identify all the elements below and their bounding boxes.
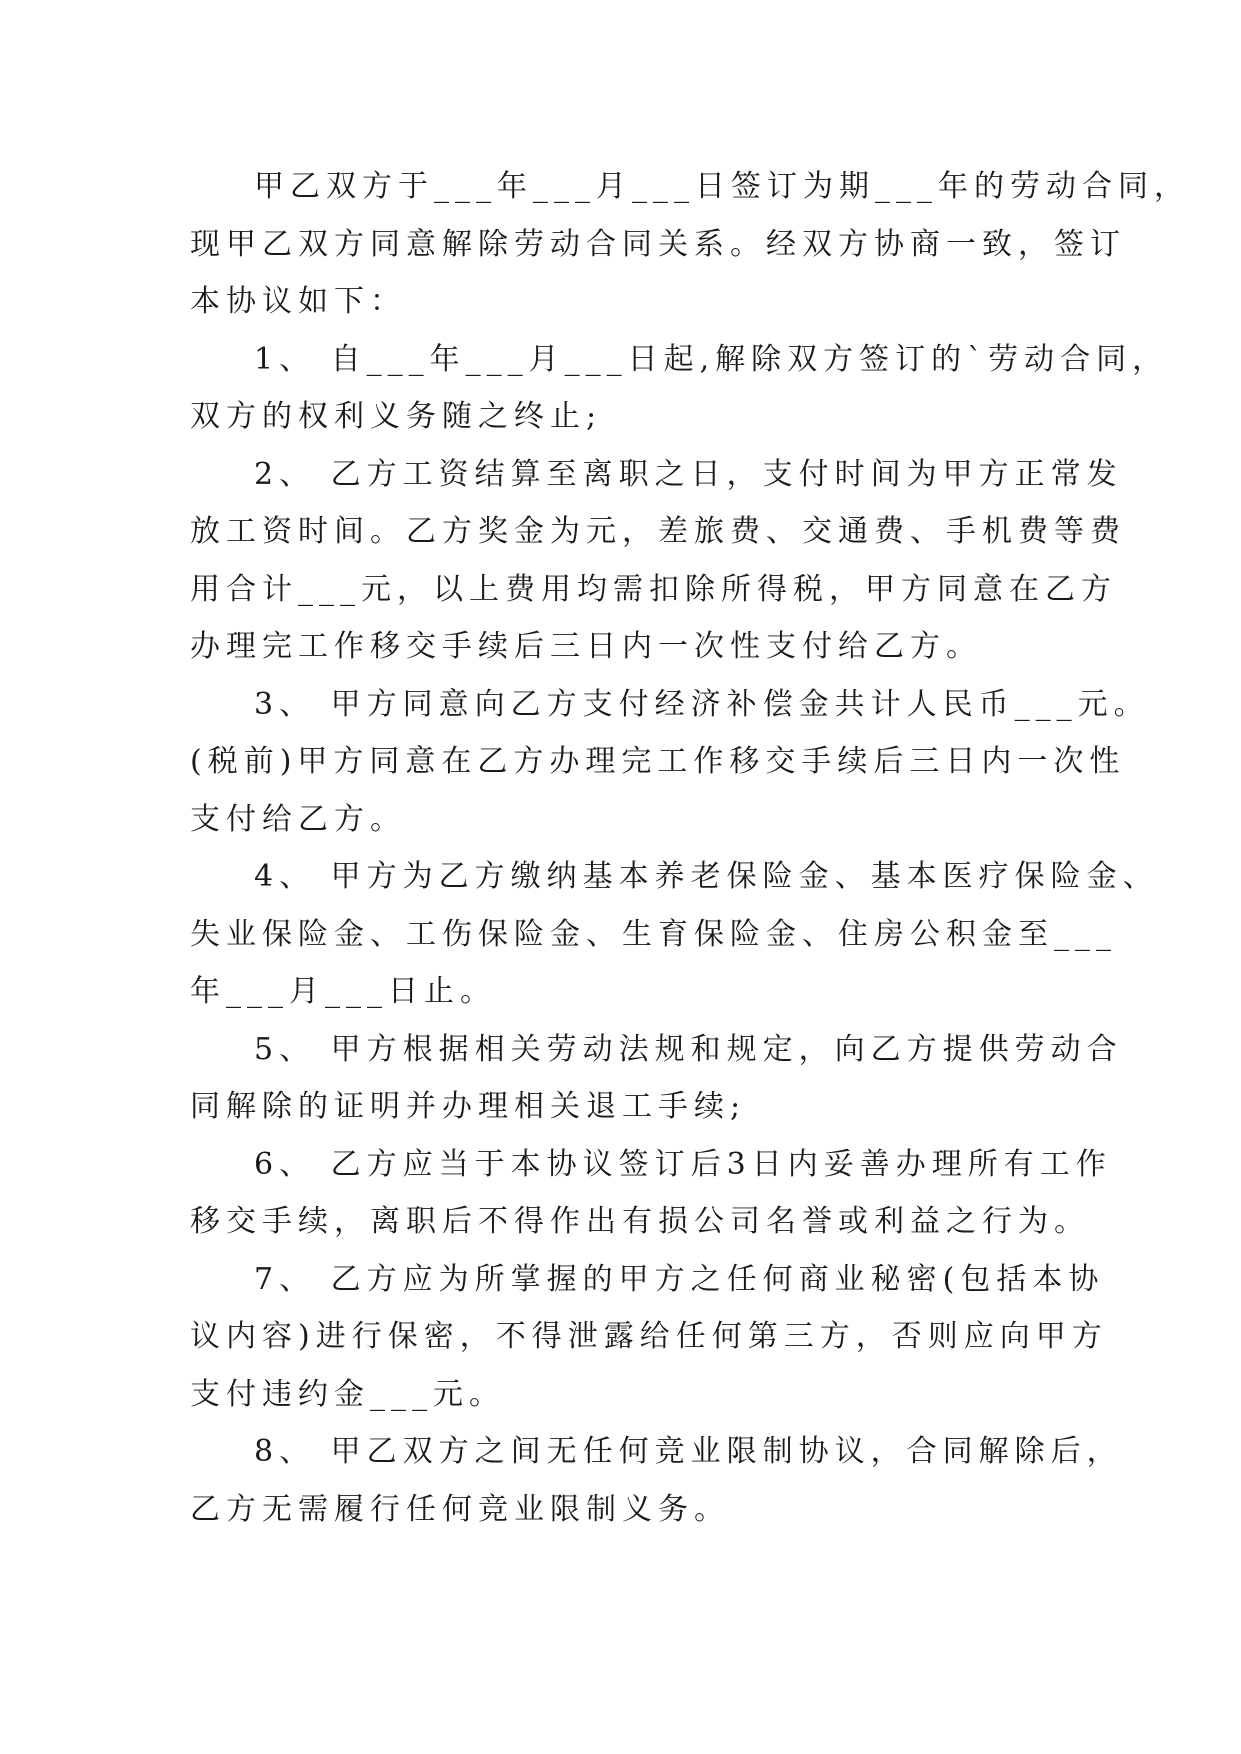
- text-line: 放工资时间。乙方奖金为元，差旅费、交通费、手机费等费: [190, 514, 1126, 549]
- text-line: 年___月___日止。: [190, 974, 496, 1009]
- text-line: 3、 甲方同意向乙方支付经济补偿金共计人民币___元。: [254, 686, 1150, 722]
- text-line: 办理完工作移交手续后三日内一次性支付给乙方。: [190, 629, 982, 664]
- text-line: 失业保险金、工伤保险金、生育保险金、住房公积金至___: [190, 916, 1117, 952]
- text-line: (税前)甲方同意在乙方办理完工作移交手续后三日内一次性: [190, 744, 1126, 779]
- text-line: 8、 甲乙双方之间无任何竞业限制协议，合同解除后，: [254, 1434, 1123, 1469]
- clause-5: [190, 1021, 1123, 1136]
- text-line: 支付违约金___元。: [190, 1376, 505, 1412]
- text-line: 同解除的证明并办理相关退工手续;: [190, 1089, 747, 1124]
- text-line: 双方的权利义务随之终止;: [190, 399, 603, 434]
- text-line: 现甲乙双方同意解除劳动合同关系。经双方协商一致，签订: [190, 226, 1126, 262]
- document-body: [190, 158, 1190, 1538]
- text-line: 支付给乙方。: [190, 801, 406, 837]
- paragraph-intro: [190, 158, 1190, 331]
- text-line: 1、 自___年___月___日起,解除双方签订的`劳动合同，: [254, 341, 1169, 377]
- text-line: 议内容)进行保密，不得泄露给任何第三方，否则应向甲方: [190, 1319, 1108, 1354]
- clause-7: [190, 1251, 1108, 1424]
- clause-2: [190, 446, 1126, 676]
- text-line: 6、 乙方应当于本协议签订后3日内妥善办理所有工作: [254, 1146, 1112, 1182]
- text-line: 移交手续，离职后不得作出有损公司名誉或利益之行为。: [190, 1204, 1090, 1239]
- clause-4: [190, 848, 1159, 1021]
- text-line: 本协议如下：: [190, 284, 406, 319]
- text-line: 用合计___元，以上费用均需扣除所得税，甲方同意在乙方: [190, 571, 1117, 607]
- clause-6: [190, 1136, 1112, 1251]
- text-line: 4、 甲方为乙方缴纳基本养老保险金、基本医疗保险金、: [254, 859, 1159, 894]
- text-line: 甲乙双方于___年___月___日签订为期___年的劳动合同，: [254, 169, 1190, 204]
- text-line: 7、 乙方应为所掌握的甲方之任何商业秘密(包括本协: [254, 1261, 1105, 1297]
- text-line: 2、 乙方工资结算至离职之日，支付时间为甲方正常发: [254, 456, 1123, 492]
- clause-3: [190, 676, 1150, 849]
- clause-8: [190, 1423, 1123, 1538]
- text-line: 乙方无需履行任何竞业限制义务。: [190, 1491, 730, 1527]
- clause-1: [190, 331, 1169, 446]
- text-line: 5、 甲方根据相关劳动法规和规定，向乙方提供劳动合: [254, 1031, 1123, 1067]
